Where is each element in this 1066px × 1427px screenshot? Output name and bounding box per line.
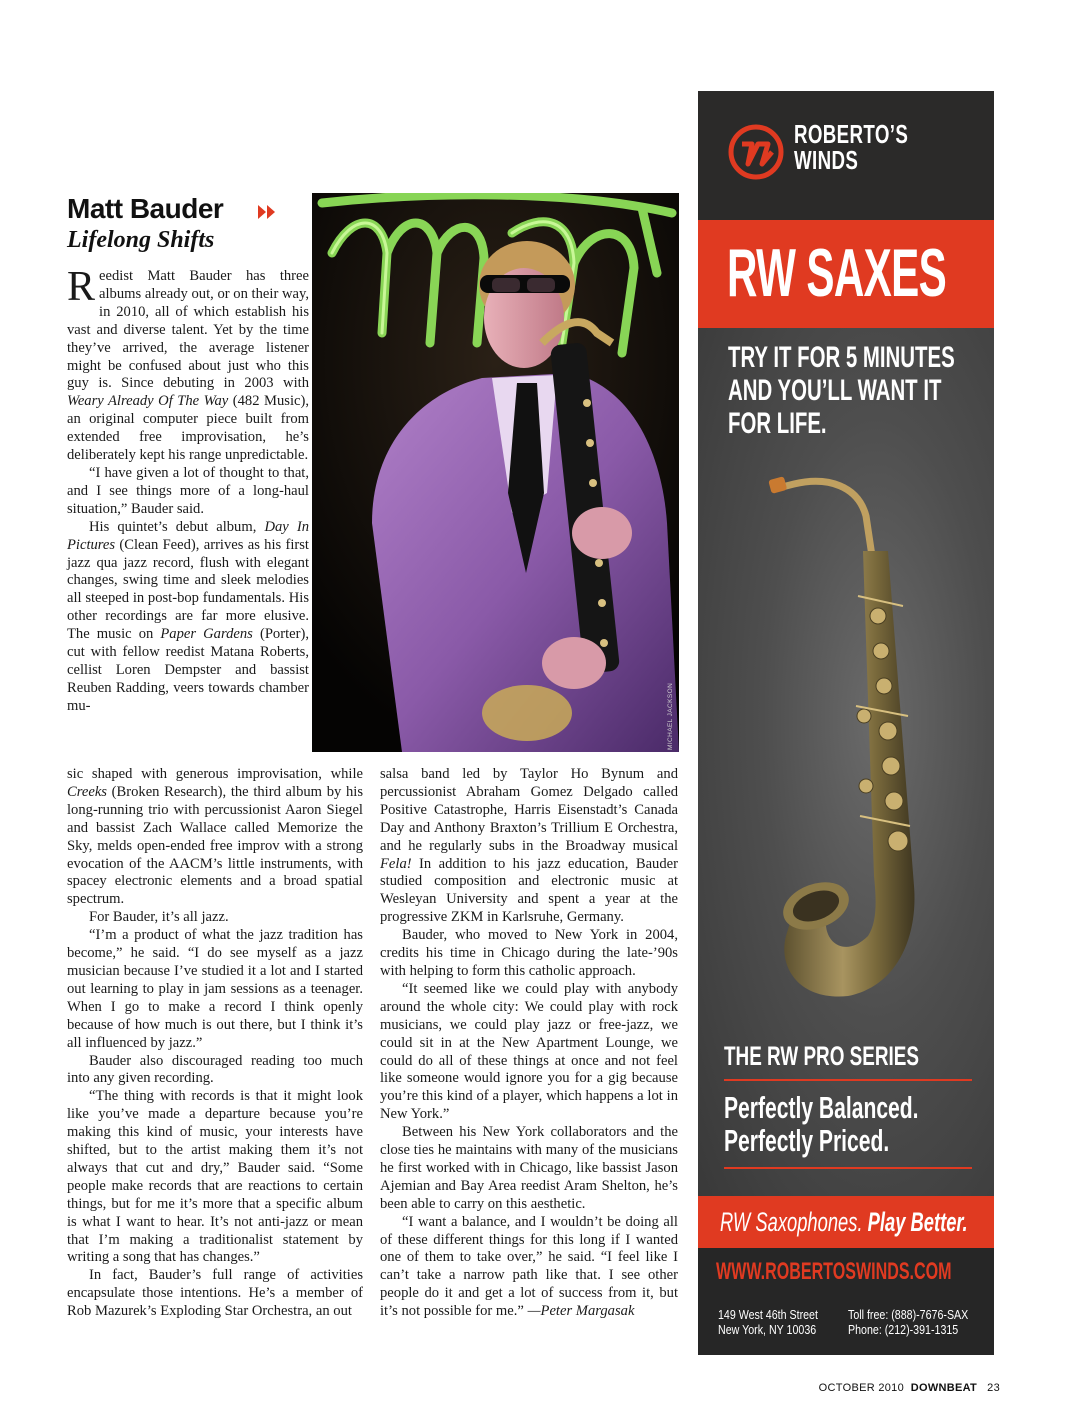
paragraph: His quintet’s debut album, Day In Pictures (Clean Feed), arrives as his first jazz qua jazz record, flush with elegant changes, swing time and sleek melodies all steeped in post-bop fundamentals. His other recordings are far more elusive. The music on Paper Gardens (Porter), cut with fellow reedist Matana Roberts, cellist Loren Dempster and bassist Reuben Radding, veers towards chamber mu- (67, 518, 309, 714)
roberto-winds-logo-icon (728, 124, 784, 180)
divider (724, 1079, 972, 1081)
page-folio: OCTOBER 2010 DOWNBEAT 23 (818, 1382, 1000, 1394)
paragraph: “I’m a product of what the jazz tradition has become,” he said. “I do see myself as a jazz musician because I’ve studied it a lot and I started out learning to play in jam sessions as a teenager. When I go to make a record I think openly because of how much is out there, but I think it’s all influenced by jazz.” (67, 927, 363, 1051)
ad-play-slogan: RW Saxophones. Play Better. (720, 1207, 968, 1237)
saxophone-image (738, 466, 958, 1026)
paragraph: For Bauder, it’s all jazz. (89, 909, 229, 926)
paragraph: In fact, Bauder’s full range of activities encapsulate those intentions. He’s a member of Rob Mazurek’s Exploding Star Orchestra, an out (67, 1267, 363, 1320)
divider (724, 1167, 972, 1169)
paragraph: “I want a balance, and I wouldn’t be doing all of these different things for this long if I wanted one of them to take over,” he said. “I feel like I can’t take a narrow path like that. I see other people do it and get a lot of success from it, but it’s not possible for me.” —Peter Margasak (380, 1213, 678, 1320)
article-title: Matt Bauder (67, 193, 224, 224)
ad-headline: RW SAXES (727, 235, 947, 311)
byline: —Peter Margasak (527, 1303, 635, 1320)
paragraph: “I have given a lot of thought to that, and I see things more of a long-haul situation,” Bauder said. (67, 464, 309, 517)
ad-tagline: TRY IT FOR 5 MINUTES AND YOU’LL WANT IT FOR LIFE. (728, 341, 955, 440)
paragraph: “It seemed like we could play with anybody around the whole city: We could play with rock musicians, we could play jazz or free-jazz, we could sit in at the New Apartment Lounge, we could do all of these things at once and not feel like someone would ignore you for a gig because you’re this kind of a player, which happens a lot in New York.” (380, 980, 678, 1123)
musician-photo (312, 193, 679, 752)
dropcap: R (67, 264, 96, 310)
article-column-2: salsa band led by Taylor Ho Bynum and percussionist Abraham Gomez Delgado called Positive Catastrophe, Harris Eisenstadt’s Canada Day and Anthony Braxton’s Trillium E Orchestra, and he regularly subs in the Broadway musical Fela! In addition to his jazz education, Bauder studied composition and electronic music at Wesleyan University and spent a year at the progressive ZKM in Karlsruhe, Germany. Bauder, who moved to New York in 2004, credits his time in Chicago during the late-’90s with helping to form this catholic approach. “It seemed like we could play with anybody around the whole city: We could play with rock musicians, we could play jazz or free-jazz, we could sit in at the New Apartment Lounge, we could do all of these things at once and not feel like someone would ignore you for a gig because you’re this kind of a player, which happens a lot in New York.” Between his New York collaborators and the close ties he maintains with many of the musicians he first worked with in Chicago, like bassist Jason Ajemian and Bay Area reedist Aram Shelton, he’s been able to carry on this aesthetic. “I want a balance, and I wouldn’t be doing all of these different things for this long if I wanted one of them to take over,” he said. “I feel like I can’t take a narrow path like that. I see other people do it and get a lot of success from it, but it’s not possible for me.” —Peter Margasak (380, 766, 678, 1320)
article-column-1-top: Reedist Matt Bauder has three albums already out, or on their way, in 2010, all of which establish his vast and diverse talent. Yet by the time they’ve arrived, the average listener might be confused about just who this guy is. Since debuting in 2003 with Weary Already Of The Way (482 Music), an original computer piece built from extended free improvisation, he’s deliberately kept his range unpredictable. “I have given a lot of thought to that, and I see things more of a long-haul situation,” Bauder said. His quintet’s debut album, Day In Pictures (Clean Feed), arrives as his first jazz qua jazz record, flush with elegant changes, swing time and sleek melodies all steeped in post-bop fundamentals. His other recordings are far more elusive. The music on Paper Gardens (Porter), cut with fellow reedist Matana Roberts, cellist Loren Dempster and bassist Reuben Radding, veers towards chamber mu- (67, 264, 310, 714)
paragraph: “The thing with records is that it might look like you’ve made a departure because you’re making this kind of music, your interests have shifted, but to the artist making them it’s not always that cut and dry,” Bauder said. “Some people make records that are reactions to certain things, but for me it’s more that a specific album is what I want to hear. It’s not anti-jazz or mean that I’m making a traditionalist statement by writing a song that has changes.” (67, 1088, 363, 1266)
paragraph: Bauder also discouraged reading too much into any given recording. (67, 1052, 363, 1087)
ad-slogan: Perfectly Balanced. Perfectly Priced. (724, 1090, 919, 1158)
ad-brand: ROBERTO’S WINDS (794, 119, 909, 175)
paragraph: Bauder, who moved to New York in 2004, credits his time in Chicago during the late-’90s with helping to form this catholic approach. (380, 927, 678, 979)
article-subtitle: Lifelong Shifts (67, 227, 215, 253)
ad-website-link[interactable]: WWW.ROBERTOSWINDS.COM (716, 1258, 952, 1285)
roberto-winds-ad[interactable] (698, 91, 994, 1355)
double-arrow-icon (258, 205, 278, 219)
ad-phone: Toll free: (888)-7676-SAX Phone: (212)-391-1315 (848, 1307, 969, 1337)
ad-series-title: THE RW PRO SERIES (724, 1041, 919, 1071)
article-column-1-bottom: sic shaped with generous improvisation, while Creeks (Broken Research), the third album by his long-running trio with percussionist Aaron Siegel and bassist Zach Wallace called Memorize the Sky, melds open-ended free improv with a strong evocation of the AACM’s little instruments, with spacey electronic elements and a broad spatial spectrum. For Bauder, it’s all jazz. “I’m a product of what the jazz tradition has become,” he said. “I do see myself as a jazz musician because I’ve studied it a lot and I started out learning to play in jam sessions as a teenager. When I go to make a record I think openly because of how much is out there, but I think it’s all influenced by jazz.” Bauder also discouraged reading too much into any given recording. “The thing with records is that it might look like you’ve made a departure because you’re making this kind of music, your interests have shifted, but to the artist making them it’s not always that cut and dry,” Bauder said. “Some people make records that are reactions to certain things, but for me it’s more that a specific album is what I want to hear. It’s not anti-jazz or mean that I’m making a traditionalist statement by writing a song that has changes.” In fact, Bauder’s full range of activities encapsulate those intentions. He’s a member of Rob Mazurek’s Exploding Star Orchestra, an out (67, 766, 363, 1320)
ad-address: 149 West 46th Street New York, NY 10036 (718, 1307, 818, 1337)
photo-credit: MICHAEL JACKSON (667, 682, 674, 750)
paragraph: Between his New York collaborators and the close ties he maintains with many of the musicians he first worked with in Chicago, like bassist Jason Ajemian and Bay Area reedist Aram Shelton, he’s been able to carry on this aesthetic. (380, 1124, 678, 1212)
